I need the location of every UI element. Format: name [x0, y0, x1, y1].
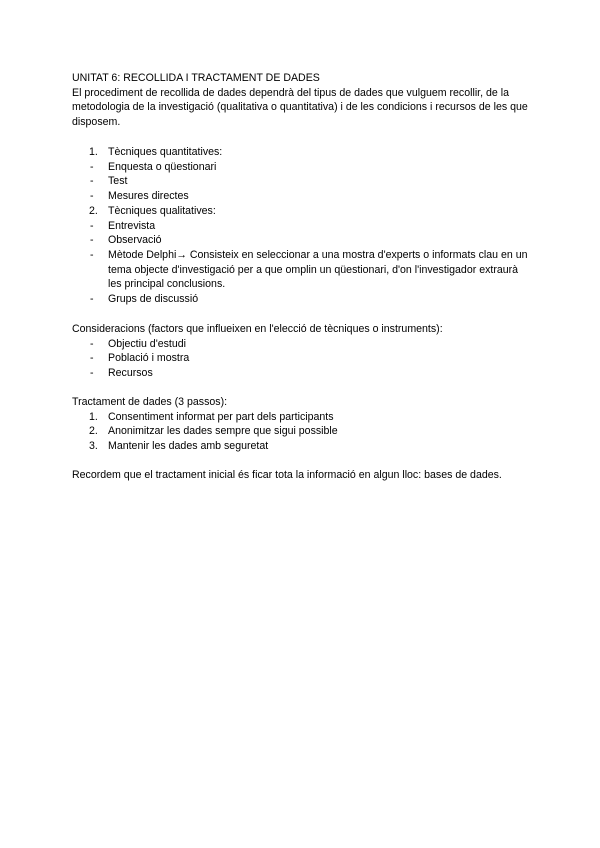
list-item-text: Tècniques quantitatives:	[108, 146, 223, 158]
list-marker: -	[90, 160, 94, 173]
list-item-text: Recursos	[108, 366, 153, 379]
list-marker: -	[90, 190, 94, 203]
list-marker: -	[90, 337, 94, 350]
list-item-text: Tècniques qualitatives:	[108, 204, 216, 217]
list-marker: -	[90, 234, 94, 247]
list-marker: 1.	[89, 146, 98, 158]
list-item	[72, 145, 532, 160]
list-item	[72, 219, 532, 234]
list-marker: -	[90, 366, 94, 379]
list-item	[72, 337, 532, 352]
list-item-text: Mètode Delphi→ Consisteix en seleccionar a una mostra d'experts o informats clau en un tema objecte d'investigació per a que omplin un qüestionari, d'on l'investigador extraurà les principal conclusions.	[108, 248, 528, 291]
list-item	[72, 189, 532, 204]
treatment-heading: Tractament de dades (3 passos):	[72, 396, 228, 408]
list-marker: -	[90, 219, 94, 232]
techniques-list	[72, 145, 532, 307]
list-item-text: Test	[108, 175, 128, 188]
considerations-list	[72, 337, 532, 381]
considerations-heading: Consideracions (factors que influeixen en l'elecció de tècniques o instruments):	[72, 323, 443, 335]
list-item	[72, 439, 532, 454]
list-item	[72, 174, 532, 189]
document-title: UNITAT 6: RECOLLIDA I TRACTAMENT DE DADES	[72, 72, 320, 84]
list-item	[72, 351, 532, 366]
list-item	[72, 424, 532, 439]
list-item-text: Població i mostra	[108, 352, 190, 365]
list-marker: 2.	[89, 425, 98, 438]
list-item-text: Anonimitzar les dades sempre que sigui possible	[108, 425, 338, 438]
intro-paragraph: El procediment de recollida de dades dependrà del tipus de dades que vulguem recollir, de la metodologia de la investigació (qualitativa o quantitativa) i de les condicions i recursos de les que disposem.	[72, 86, 528, 128]
list-marker: -	[90, 248, 94, 261]
list-marker: 3.	[89, 439, 98, 452]
list-marker: 2.	[89, 204, 98, 217]
list-marker: -	[90, 175, 94, 188]
list-item	[72, 233, 532, 248]
list-item	[72, 160, 532, 175]
closing-paragraph: Recordem que el tractament inicial és ficar tota la informació en algun lloc: bases de dades.	[72, 469, 502, 481]
list-item	[72, 410, 532, 425]
list-item-text: Objectiu d'estudi	[108, 337, 186, 350]
list-item-text: Grups de discussió	[108, 293, 199, 306]
list-marker: -	[90, 352, 94, 365]
list-item-text: Mantenir les dades amb seguretat	[108, 439, 269, 452]
list-item-text: Mesures directes	[108, 190, 189, 203]
list-marker: 1.	[89, 410, 98, 423]
list-item-text: Enquesta o qüestionari	[108, 160, 217, 173]
list-item	[72, 204, 532, 219]
list-item	[72, 248, 532, 292]
list-item	[72, 292, 532, 307]
list-item-text: Observació	[108, 234, 162, 247]
list-item-text: Entrevista	[108, 219, 156, 232]
list-item-text: Consentiment informat per part dels participants	[108, 410, 334, 423]
list-item	[72, 366, 532, 381]
list-marker: -	[90, 293, 94, 306]
treatment-steps-list	[72, 410, 532, 454]
